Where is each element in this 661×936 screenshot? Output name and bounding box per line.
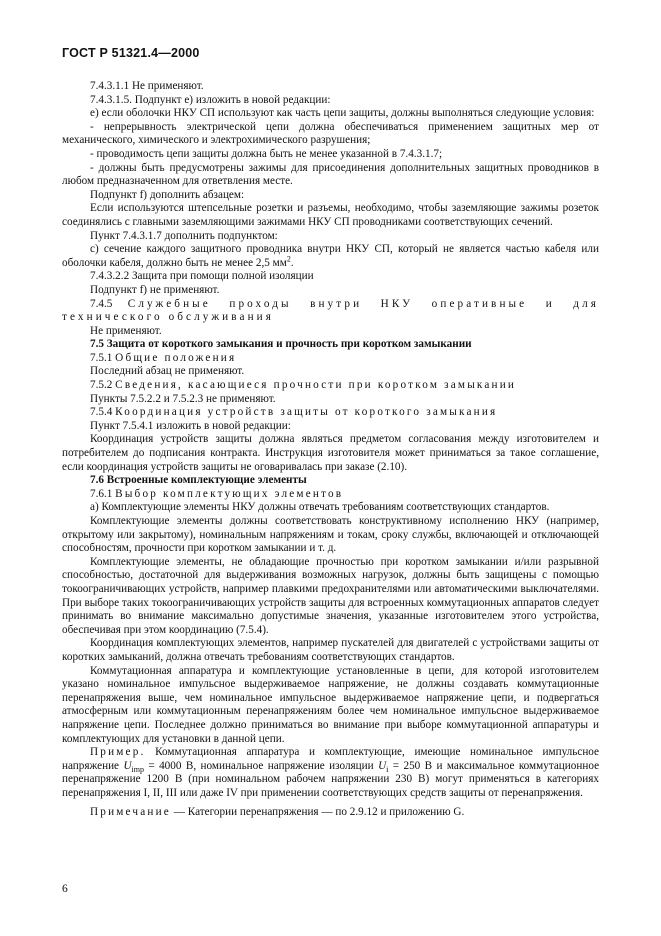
section-heading: [62, 379, 599, 393]
section-number: 7.5.2: [90, 379, 113, 392]
paragraph: - проводимость цепи защиты должна быть не менее указанной в 7.4.3.1.7;: [90, 147, 443, 160]
paragraph: Коммутационная аппаратура и комплектующие установленные в цепи, для которой изготовителем указано номинальное импульсное выдерживаемое напряжение, не должны создавать коммутационные перенапряжения выше, чем номинальное импульсное выдерживаемое напряжение цепи, и подвергаться атмосферным или коммутационным перенапряжениям более чем номинальное импульсное выдерживаемое напряжение цепи. Последнее должно приниматься во внимание при выборе коммутационной аппаратуры и комплектующих для установки в данной цепи.: [62, 664, 599, 745]
paragraph: 7.4.3.1.5. Подпункт е) изложить в новой редакции:: [90, 93, 331, 106]
paragraph-text: Коммутационная аппаратура и комплектующие, имеющие номинальное импульсное напряжение: [62, 746, 600, 772]
example-label: Пример.: [90, 746, 146, 759]
section-title: Служебные проходы внутри НКУ оперативные и для технического обслуживания: [62, 297, 599, 324]
paragraph: Пункт 7.4.3.1.7 дополнить подпунктом:: [90, 229, 278, 242]
variable: U: [123, 759, 132, 772]
paragraph: 7.4.3.1.1 Не применяют.: [90, 80, 204, 92]
section-number: 7.6.1: [90, 487, 113, 500]
paragraph: Координация устройств защиты должна являться предметом согласования между изготовителем и потребителем до подписания контракта. Инструкция изготовителя может приниматься за такое соглашение, если координация устройств защиты не оговаривалась при заказе (2.10).: [62, 433, 599, 473]
paragraph: е) если оболочки НКУ СП используют как часть цепи защиты, должны выполняться следующие условия:: [90, 107, 595, 120]
paragraph: Подпункт f) не применяют.: [90, 283, 220, 296]
section-title: Координация устройств защиты от короткого замыкания: [115, 406, 498, 419]
paragraph: [62, 243, 599, 270]
section-number: 7.5.1: [90, 351, 113, 364]
standard-header: ГОСТ Р 51321.4—2000: [62, 46, 200, 60]
paragraph: Подпункт f) дополнить абзацем:: [90, 188, 245, 201]
paragraph: 7.4.3.2.2 Защита при помощи полной изоляции: [90, 270, 314, 283]
section-title: Общие положения: [115, 351, 237, 364]
example-paragraph: [62, 746, 599, 800]
section-heading: [62, 488, 599, 502]
paragraph: Комплектующие элементы, не обладающие прочностью при коротком замыкании и/или разрывной способностью, достаточной для выдерживания возможных нагрузок, должны быть защищены с помощью токоограничивающих устройств, например плавкими предохранителями или автоматическими выключателями. При выборе таких токоограничивающих устройств защиты для встроенных коммутационных аппаратов следует принимать во внимание максимально допустимые значения, указанные изготовителем этого устройства, обеспечивая при этом координацию (7.5.4).: [62, 555, 599, 636]
paragraph-text: .: [290, 256, 294, 269]
paragraph-text: = 4000 В, номинальное напряжение изоляции: [148, 759, 374, 772]
note-label: Примечание: [90, 806, 171, 819]
paragraph-text: с) сечение каждого защитного проводника внутри НКУ СП, который не является частью кабеля или оболочки кабеля, должно быть не менее 2,5 мм: [62, 243, 599, 269]
section-number: 7.4.5: [90, 297, 113, 310]
superscript: 2: [286, 253, 291, 263]
note-text: — Категории перенапряжения — по 2.9.12 и приложению G.: [173, 806, 465, 819]
section-heading: [62, 406, 599, 420]
paragraph: Комплектующие элементы должны соответствовать конструктивному исполнению НКУ (например, открытому или закрытому), номинальным напряжениям и токам, сроку службы, включающей и отключающей способностям, прочности при коротком замыкании и т. д.: [62, 515, 599, 555]
subscript: i: [386, 764, 389, 774]
subscript: imp: [131, 764, 144, 774]
paragraph: - непрерывность электрической цепи должна обеспечиваться применением защитных мер от механического, химического и электрохимического разрушения;: [62, 120, 599, 147]
variable: U: [378, 759, 387, 772]
document-body: [62, 80, 599, 820]
page-number: 6: [62, 883, 68, 895]
section-heading: [62, 352, 599, 366]
section-heading: [62, 298, 599, 325]
paragraph: - должны быть предусмотрены зажимы для присоединения дополнительных защитных проводников в любом предназначенном для ответвления месте.: [62, 161, 599, 188]
paragraph: а) Комплектующие элементы НКУ должны отвечать требованиям соответствующих стандартов.: [90, 501, 550, 514]
section-heading: 7.5 Защита от короткого замыкания и прочность при коротком замыкании: [90, 338, 472, 351]
paragraph: Пункт 7.5.4.1 изложить в новой редакции:: [90, 419, 291, 432]
section-heading: 7.6 Встроенные комплектующие элементы: [90, 474, 307, 487]
section-number: 7.5.4: [90, 406, 113, 419]
paragraph: Не применяют.: [90, 324, 162, 337]
note-paragraph: [62, 806, 599, 820]
paragraph: Последний абзац не применяют.: [90, 365, 245, 378]
paragraph-text: = 250 В и максимальное коммутационное перенапряжение 1200 В (при номинальном рабочем напряжении 230 В) могут применяться в категориях перенапряжения I, II, III или даже IV при применении соответствующих средств защиты от перенапряжения.: [62, 759, 600, 799]
section-title: Выбор комплектующих элементов: [115, 487, 344, 500]
paragraph: Координация комплектующих элементов, например пускателей для двигателей с устройствами защиты от коротких замыканий, должна отвечать требованиям соответствующих стандартов.: [62, 637, 599, 663]
section-title: Сведения, касающиеся прочности при коротком замыкании: [115, 379, 517, 392]
paragraph: Если используются штепсельные розетки и разъемы, необходимо, чтобы заземляющие зажимы розеток соединялись с главными заземляющими зажимами НКУ СП проводниками соответствующих сечений.: [62, 202, 599, 228]
paragraph: Пункты 7.5.2.2 и 7.5.2.3 не применяют.: [90, 392, 276, 405]
